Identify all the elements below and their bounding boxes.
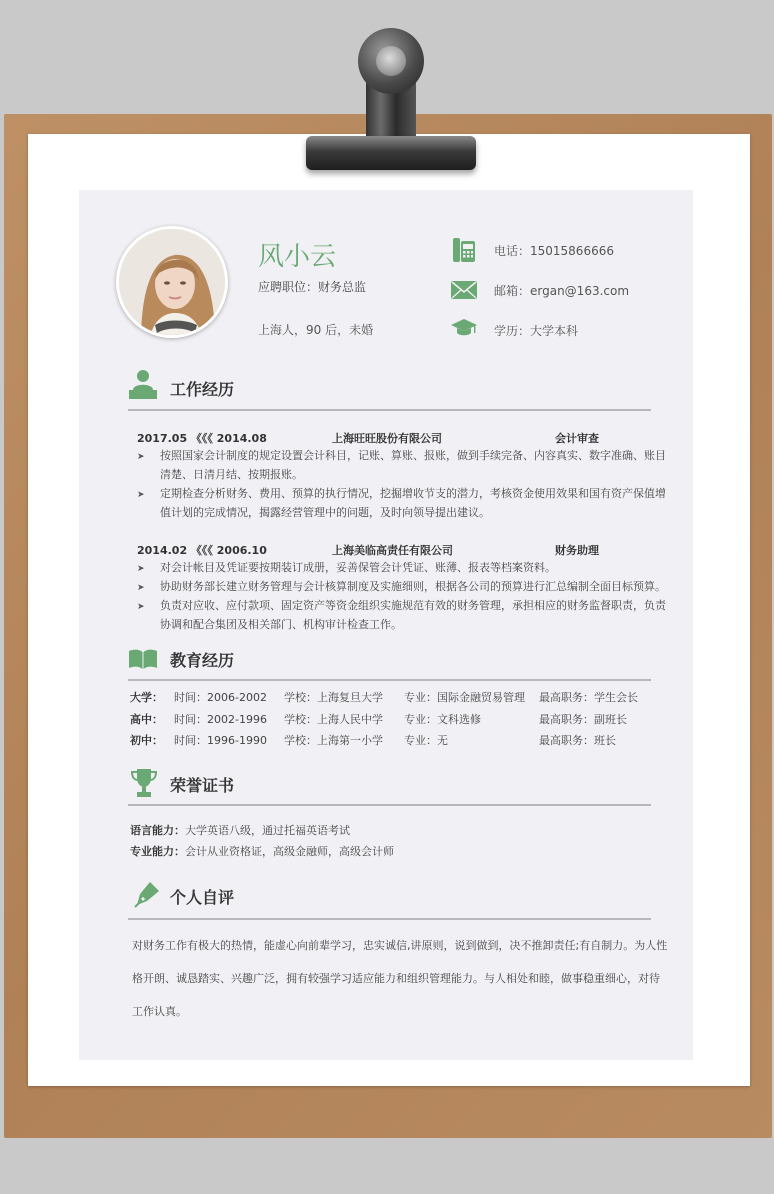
edu-level-label: 初中： bbox=[130, 734, 163, 747]
applied-position: 应聘职位：财务总监 bbox=[258, 280, 367, 294]
education-level-text: 学历：大学本科 bbox=[494, 324, 579, 338]
self-eval-line: 对财务工作有极大的热情，能虚心向前辈学习，忠实诚信,讲原则，说到做到，决不推卸责任;有自制力。为人性 bbox=[132, 939, 668, 952]
phone-text: 电话：15015866666 bbox=[494, 244, 614, 258]
person-at-desk-icon bbox=[128, 368, 158, 400]
personal-meta: 上海人，90 后，未婚 bbox=[258, 323, 374, 337]
section-divider bbox=[128, 918, 651, 920]
job-bullet: 负责对应收、应付款项、固定资产等资金组织实施规范有效的财务管理，承担相应的财务监督职责，负责 bbox=[160, 599, 666, 612]
section-title-education: 教育经历 bbox=[170, 651, 235, 670]
section-divider bbox=[128, 804, 651, 806]
honor-item bbox=[130, 843, 394, 859]
clip-base bbox=[306, 136, 476, 170]
edu-school: 学校：上海人民中学 bbox=[284, 713, 383, 726]
honor-item bbox=[130, 822, 350, 838]
job-bullet: 协调和配合集团及相关部门、机构审计检查工作。 bbox=[160, 618, 402, 631]
self-eval-line: 格开朗、诚恳踏实、兴趣广泛，拥有较强学习适应能力和组织管理能力。与人相处和睦，做事稳重细心，对待 bbox=[132, 972, 660, 985]
section-divider bbox=[128, 679, 651, 681]
job-bullet: 协助财务部长建立财务管理与会计核算制度及实施细则，根据各公司的预算进行汇总编制全面目标预算。 bbox=[160, 580, 666, 593]
self-eval-line: 工作认真。 bbox=[132, 1005, 187, 1018]
candidate-name: 风小云 bbox=[258, 242, 337, 272]
edu-time: 时间：2006-2002 bbox=[174, 691, 267, 704]
honor-text: 大学英语八级，通过托福英语考试 bbox=[185, 824, 350, 837]
bullet-arrow: ➤ bbox=[137, 583, 145, 593]
book-icon bbox=[129, 649, 157, 669]
honor-label: 专业能力： bbox=[130, 845, 185, 858]
section-divider bbox=[128, 409, 651, 411]
section-title-honors: 荣誉证书 bbox=[170, 776, 235, 795]
job-bullet: 按照国家会计制度的规定设置会计科目，记账、算账、报账，做到手续完备、内容真实、数字准确、账目 bbox=[160, 449, 666, 462]
edu-role: 最高职务：副班长 bbox=[539, 713, 627, 726]
edu-level-label: 高中： bbox=[130, 713, 163, 726]
honor-text: 会计从业资格证，高级金融师，高级会计师 bbox=[185, 845, 394, 858]
edu-role: 最高职务：班长 bbox=[539, 734, 616, 747]
bullet-arrow: ➤ bbox=[137, 564, 145, 574]
job-period: 2014.02 《《《 2006.10 bbox=[137, 544, 267, 557]
edu-level bbox=[130, 711, 163, 727]
edu-major: 专业：国际金融贸易管理 bbox=[404, 691, 525, 704]
edu-time: 时间：1996-1990 bbox=[174, 734, 267, 747]
edu-school: 学校：上海第一小学 bbox=[284, 734, 383, 747]
trophy-icon bbox=[131, 768, 157, 798]
pen-nib-icon bbox=[133, 880, 161, 908]
edu-level-label: 大学： bbox=[130, 691, 163, 704]
clip-hole bbox=[376, 46, 406, 76]
job-bullet: 对会计帐目及凭证要按期装订成册，妥善保管会计凭证、账薄、报表等档案资料。 bbox=[160, 561, 556, 574]
section-title-self: 个人自评 bbox=[170, 888, 235, 907]
job-period: 2017.05 《《《 2014.08 bbox=[137, 432, 267, 445]
edu-level bbox=[130, 689, 163, 705]
bullet-arrow: ➤ bbox=[137, 490, 145, 500]
edu-level bbox=[130, 732, 163, 748]
email-text: 邮箱：ergan@163.com bbox=[494, 284, 630, 298]
edu-school: 学校：上海复旦大学 bbox=[284, 691, 383, 704]
job-bullet: 定期检查分析财务、费用、预算的执行情况，挖掘增收节支的潜力，考核资金使用效果和国有资产保值增 bbox=[160, 487, 666, 500]
honor-label: 语言能力： bbox=[130, 824, 185, 837]
section-title-work: 工作经历 bbox=[170, 380, 235, 399]
avatar bbox=[116, 226, 228, 338]
mail-icon bbox=[451, 281, 477, 299]
bullet-arrow: ➤ bbox=[137, 452, 145, 462]
job-title: 会计审查 bbox=[555, 432, 599, 445]
job-bullet: 值计划的完成情况，揭露经营管理中的问题，及时向领导提出建议。 bbox=[160, 506, 490, 519]
bullet-arrow: ➤ bbox=[137, 602, 145, 612]
edu-major: 专业：文科选修 bbox=[404, 713, 481, 726]
job-company: 上海旺旺股份有限公司 bbox=[332, 432, 442, 445]
edu-major: 专业：无 bbox=[404, 734, 448, 747]
job-company: 上海美临高责任有限公司 bbox=[332, 544, 453, 557]
phone-icon bbox=[452, 237, 476, 263]
job-title: 财务助理 bbox=[555, 544, 599, 557]
graduation-cap-icon bbox=[450, 318, 478, 336]
edu-time: 时间：2002-1996 bbox=[174, 713, 267, 726]
job-bullet: 清楚、日清月结、按期报账。 bbox=[160, 468, 303, 481]
edu-role: 最高职务：学生会长 bbox=[539, 691, 638, 704]
